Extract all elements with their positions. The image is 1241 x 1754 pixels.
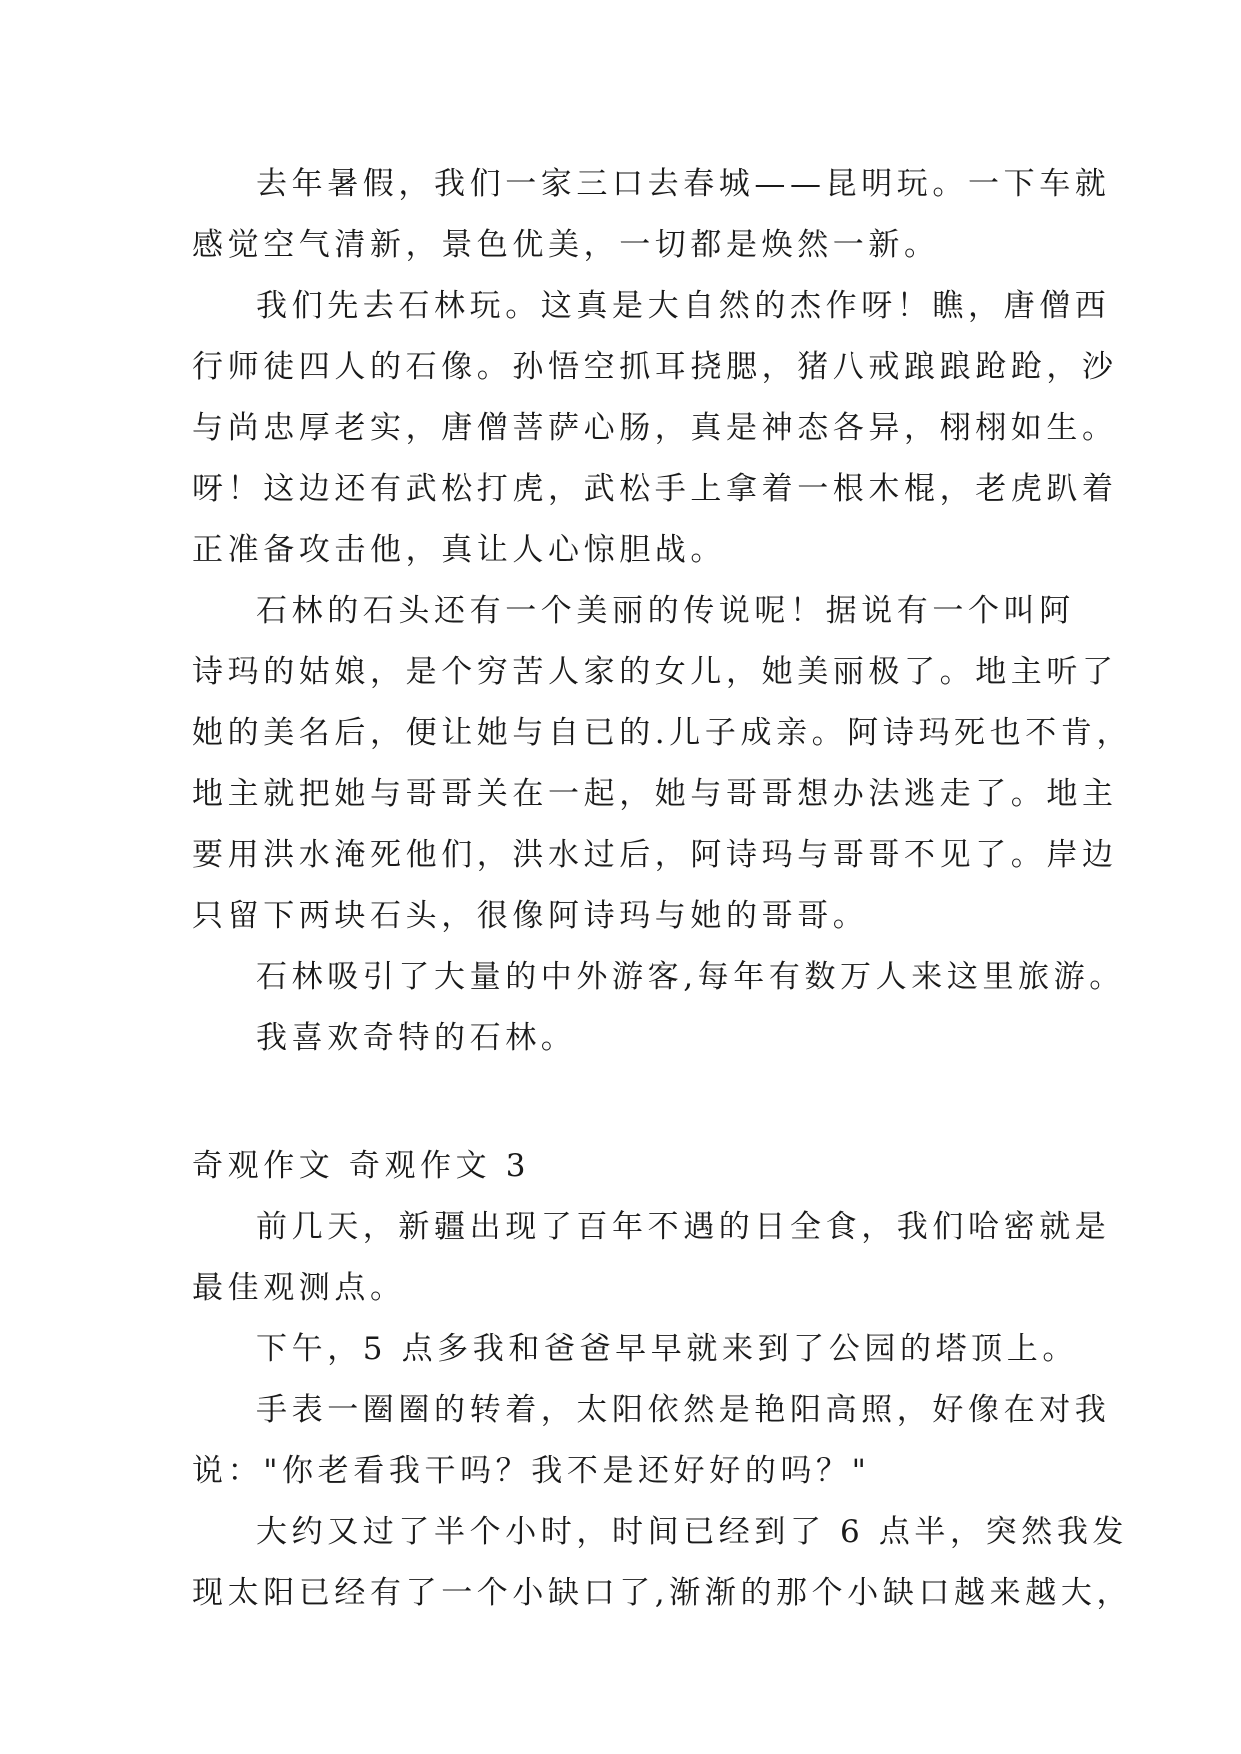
paragraph-line: 去年暑假，我们一家三口去春城——昆明玩。一下车就 (256, 166, 1111, 202)
paragraph-line: 说："你老看我干吗？我不是还好好的吗？" (192, 1453, 871, 1489)
paragraph-line: 感觉空气清新，景色优美，一切都是焕然一新。 (192, 227, 940, 263)
paragraph-line: 石林的石头还有一个美丽的传说呢！据说有一个叫阿 (256, 593, 1075, 629)
paragraph-line: 与尚忠厚老实，唐僧菩萨心肠，真是神态各异，栩栩如生。 (192, 410, 1118, 446)
paragraph-line: 呀！这边还有武松打虎，武松手上拿着一根木棍，老虎趴着 (192, 471, 1118, 507)
paragraph-line: 前几天，新疆出现了百年不遇的日全食，我们哈密就是 (256, 1209, 1111, 1245)
paragraph-line: 诗玛的姑娘，是个穷苦人家的女儿，她美丽极了。地主听了 (192, 654, 1118, 690)
section-heading: 奇观作文 奇观作文 3 (192, 1148, 531, 1184)
paragraph-line: 大约又过了半个小时，时间已经到了 6 点半，突然我发 (256, 1514, 1129, 1550)
paragraph-line: 手表一圈圈的转着，太阳依然是艳阳高照，好像在对我 (256, 1392, 1111, 1428)
paragraph-line: 我喜欢奇特的石林。 (256, 1020, 577, 1056)
paragraph-line: 最佳观测点。 (192, 1270, 406, 1306)
paragraph-line: 要用洪水淹死他们，洪水过后，阿诗玛与哥哥不见了。岸边 (192, 837, 1118, 873)
paragraph-line: 行师徒四人的石像。孙悟空抓耳挠腮，猪八戒踉踉跄跄，沙 (192, 349, 1118, 385)
paragraph-line: 石林吸引了大量的中外游客,每年有数万人来这里旅游。 (256, 959, 1125, 995)
paragraph-line: 她的美名后，便让她与自已的.儿子成亲。阿诗玛死也不肯， (192, 715, 1133, 751)
paragraph-line: 下午，5 点多我和爸爸早早就来到了公园的塔顶上。 (256, 1331, 1078, 1367)
paragraph-line: 地主就把她与哥哥关在一起，她与哥哥想办法逃走了。地主 (192, 776, 1118, 812)
paragraph-line: 只留下两块石头，很像阿诗玛与她的哥哥。 (192, 898, 869, 934)
paragraph-line: 我们先去石林玩。这真是大自然的杰作呀！瞧，唐僧西 (256, 288, 1111, 324)
paragraph-line: 现太阳已经有了一个小缺口了,渐渐的那个小缺口越来越大， (192, 1575, 1133, 1611)
paragraph-line: 正准备攻击他，真让人心惊胆战。 (192, 532, 726, 568)
